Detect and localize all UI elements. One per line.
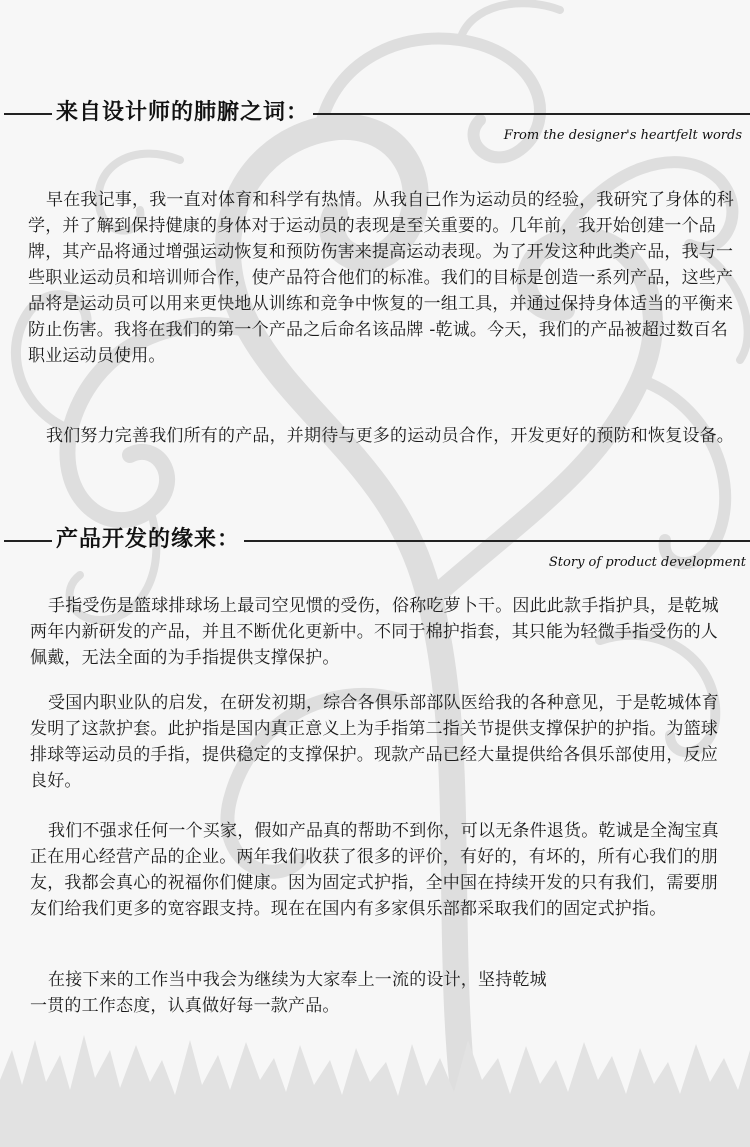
heading-rule-right xyxy=(313,113,750,115)
designer-paragraph-1: 早在我记事，我一直对体育和科学有热情。从我自己作为运动员的经验，我研究了身体的科学，并了解到保持健康的身体对于运动员的表现是至关重要的。几年前，我开始创建一个品牌，其产品将通过增强运动恢复和预防伤害来提高运动表现。为了开发这种此类产品，我与一些职业运动员和培训师合作，使产品符合他们的标准。我们的目标是创造一系列产品，这些产品将是运动员可以用来更快地从训练和竞争中恢复的一组工具，并通过保持身体适当的平衡来防止伤害。我将在我们的第一个产品之后命名该品牌 -乾诚。今天，我们的产品被超过数百名职业运动员使用。 xyxy=(28,190,734,366)
section-heading-designer xyxy=(0,98,750,143)
section-title: 来自设计师的肺腑之词： xyxy=(56,100,310,125)
heading-rule-left xyxy=(4,540,52,542)
story-paragraph-2: 受国内职业队的启发，在研发初期，综合各俱乐部部队医给我的各种意见，于是乾城体育发明了这款护套。此护指是国内真正意义上为手指第二指关节提供支撑保护的护指。为篮球排球等运动员的手指，提供稳定的支撑保护。现款产品已经大量提供给各俱乐部使用，反应良好。 xyxy=(30,693,719,791)
grass-silhouette xyxy=(0,1035,750,1147)
section-title: 产品开发的缘来： xyxy=(56,527,241,552)
section-subtitle: Story of product development xyxy=(548,555,746,570)
designer-paragraph-2: 我们努力完善我们所有的产品，并期待与更多的运动员合作，开发更好的预防和恢复设备。 xyxy=(46,426,734,446)
heading-rule-left xyxy=(4,113,52,115)
story-paragraph-4: 在接下来的工作当中我会为继续为大家奉上一流的设计，坚持乾城一贯的工作态度，认真做好每一款产品。 xyxy=(30,970,547,1016)
story-paragraph-1: 手指受伤是篮球排球场上最司空见惯的受伤，俗称吃萝卜干。因此此款手指护具，是乾城两年内新研发的产品，并且不断优化更新中。不同于棉护指套，其只能为轻微手指受伤的人佩戴，无法全面的为手指提供支撑保护。 xyxy=(30,596,719,668)
section-heading-product-story xyxy=(0,525,750,570)
story-paragraph-3: 我们不强求任何一个买家，假如产品真的帮助不到你，可以无条件退货。乾诚是全淘宝真正在用心经营产品的企业。两年我们收获了很多的评价，有好的，有坏的，所有心我们的朋友，我都会真心的祝福你们健康。因为固定式护指，全中国在持续开发的只有我们，需要朋友们给我们更多的宽容跟支持。现在在国内有多家俱乐部都采取我们的固定式护指。 xyxy=(30,821,719,919)
section-subtitle: From the designer's heartfelt words xyxy=(503,128,742,143)
heading-rule-right xyxy=(244,540,750,542)
